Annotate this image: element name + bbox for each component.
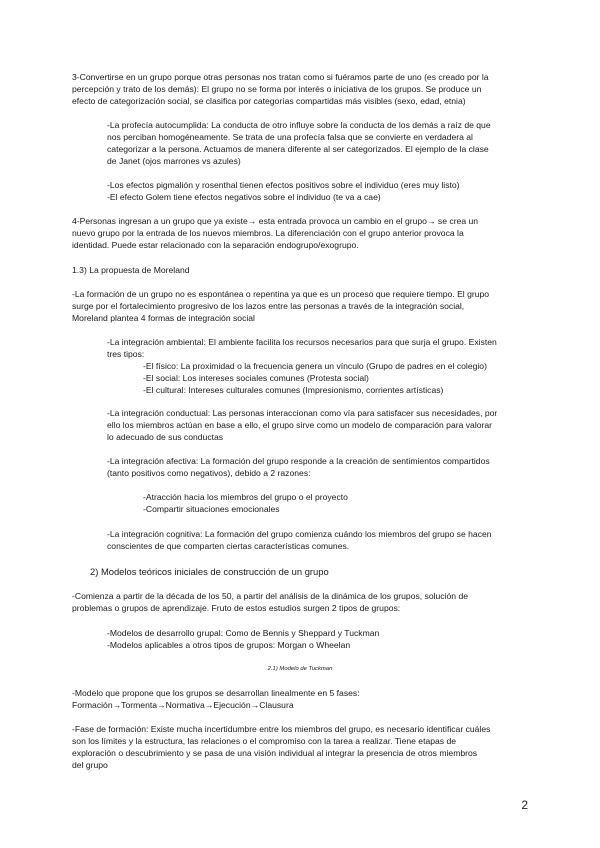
sec4-line: nuevo grupo por la entrada de los nuevos miembros. La diferenciación con el grupo anterior provoca la (72, 228, 464, 238)
profecia-line: nos perciban homogéneamente. Se trata de una profecía falsa que se convierte en verdadera al (107, 132, 473, 142)
profecia-line: de Janet (ojos marrones vs azules) (107, 156, 241, 166)
fase-formacion-line: son los límites y la estructura, las relaciones o el compromiso con la tarea a realizar. Tiene etapas de (72, 736, 457, 746)
afectiva-line: (tanto positivos como negativos), debido a 2 razones: (107, 468, 311, 478)
afectiva-line: -La integración afectiva: La formación del grupo responde a la creación de sentimientos compartidos (107, 456, 490, 466)
tuckman-phases: Formación→Tormenta→Normativa→Ejecución→Clausura (72, 700, 294, 710)
conductual-line: -La integración conductual: Las personas interaccionan como vía para satisfacer sus necesidades, por (107, 408, 498, 418)
modelos-line: -Modelos de desarrollo grupal: Como de Bennis y Sheppard y Tuckman (107, 628, 380, 638)
cognitiva-line: -La integración cognitiva: La formación del grupo comienza cuándo los miembros del grupo se hacen (107, 529, 492, 539)
fase-formacion-line: -Fase de formación: Existe mucha incertidumbre entre los miembros del grupo, es necesario identificar cuáles (72, 724, 491, 734)
tuckman-intro-line: -Modelo que propone que los grupos se desarrollan linealmente en 5 fases: (72, 688, 360, 698)
cognitiva-line: conscientes de que comparten ciertas características comunes. (107, 541, 350, 551)
ambiental-tipo: -El cultural: Intereses culturales comunes (Impresionismo, corrientes artísticas) (143, 385, 444, 395)
profecia-line: categorizar a la persona. Actuamos de manera diferente al ser categorizados. El ejemplo de la clase (107, 144, 489, 154)
moreland-heading: 1.3) La propuesta de Moreland (72, 265, 190, 275)
efectos-line: -Los efectos pigmalión y rosenthal tienen efectos positivos sobre el individuo (eres muy listo) (107, 180, 460, 190)
page-number: 2 (521, 798, 528, 812)
afectiva-razon: -Compartir situaciones emocionales (143, 504, 280, 514)
moreland-intro-line: surge por el fortalecimiento progresivo de los lazos entre las personas a través de la integración social, (72, 301, 465, 311)
afectiva-razon: -Atracción hacia los miembros del grupo o el proyecto (143, 492, 348, 502)
fase-formacion-line: del grupo (72, 760, 108, 770)
efectos-line: -El efecto Golem tiene efectos negativos sobre el individuo (te va a cae) (107, 192, 381, 202)
sec4-line: 4-Personas ingresan a un grupo que ya existe→ esta entrada provoca un cambio en el grupo→ se crea un (72, 216, 479, 226)
moreland-intro-line: Moreland plantea 4 formas de integración social (72, 313, 255, 323)
sec2-heading: 2) Modelos teóricos iniciales de construcción de un grupo (90, 566, 329, 577)
modelos-line: -Modelos aplicables a otros tipos de grupos: Morgan o Wheelan (107, 640, 351, 650)
sec2-intro-line: problemas o grupos de aprendizaje. Fruto de estos estudios surgen 2 tipos de grupos: (72, 603, 401, 613)
sec4-line: identidad. Puede estar relacionado con la separación endogrupo/exogrupo. (72, 240, 359, 250)
sec2-intro-line: -Comienza a partir de la década de los 50, a partir del análisis de la dinámica de los grupos, solución de (72, 591, 469, 601)
ambiental-line: -La integración ambiental: El ambiente facilita los recursos necesarios para que surja el grupo. Existen (107, 337, 497, 347)
conductual-line: lo adecuado de sus conductas (107, 432, 224, 442)
sec3-line: efecto de categorización social, se clasifica por categorías compartidas más visibles (sexo, edad, etnia) (72, 96, 466, 106)
ambiental-tipo: -El físico: La proximidad o la frecuencia genera un vínculo (Grupo de padres en el colegio) (143, 361, 487, 371)
sec3-line: percepción y trato de los demás): El grupo no se forma por interés o iniciativa de los grupos. Se produce un (72, 84, 482, 94)
ambiental-tipo: -El social: Los intereses sociales comunes (Protesta social) (143, 373, 369, 383)
sec3-line: 3-Convertirse en un grupo porque otras personas nos tratan como si fuéramos parte de uno (es creado por la (72, 72, 489, 82)
profecia-line: -La profecía autocumplida: La conducta de otro influye sobre la conducta de los demás a raíz de que (107, 120, 491, 130)
tuckman-heading: 2.1) Modelo de Tuckman (267, 666, 333, 672)
fase-formacion-line: exploración o descubrimiento y se pasa de una visión individual al integrar la presencia de otros miembros (72, 748, 478, 758)
conductual-line: ello los miembros actúan en base a ello, el grupo sirve como un modelo de comparación para valorar (107, 420, 493, 430)
moreland-intro-line: -La formación de un grupo no es espontánea o repentina ya que es un proceso que requiere tiempo. El grupo (72, 289, 490, 299)
ambiental-line: tres tipos: (107, 349, 145, 359)
